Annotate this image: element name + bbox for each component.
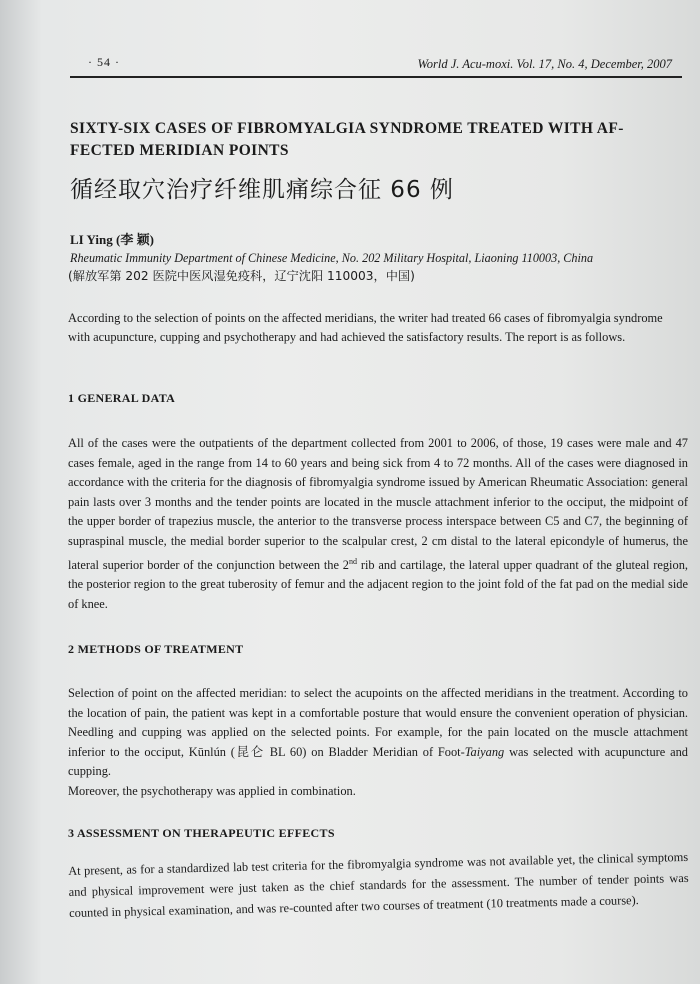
section-paragraph-general-data bbox=[68, 434, 688, 614]
section-heading-assessment: 3 ASSESSMENT ON THERAPEUTIC EFFECTS bbox=[68, 826, 335, 840]
section-heading-general-data: 1 GENERAL DATA bbox=[68, 391, 176, 405]
page-number: · 54 · bbox=[88, 55, 120, 69]
header-rule bbox=[70, 76, 682, 78]
paragraph-text: All of the cases were the outpatients of the department collected from 2001 to 2006, of those, 19 cases were male and 47 cases female, aged in the range from 14 to 60 years and being sick from 4 to 72 months. All of the cases were diagnosed in accordance with the criteria for the diagnosis of fibromyalgia syndrome issued by American Rheumatic Association: general pain lasts over 3 months and the tender points are located in the muscle attachment inferior to the occiput, the midpoint of the upper border of trapezius muscle, the anterior to the transverse process interspace between C5 and C7, the beginning of supraspinal muscle, the medial border superior to the scalpular crest, 2 cm distal to the lateral epicondyle of humerus, the lateral superior border of the conjunction between the 2 bbox=[68, 436, 688, 572]
meridian-name: Taiyang bbox=[464, 744, 505, 759]
section-heading-methods: 2 METHODS OF TREATMENT bbox=[68, 642, 244, 656]
section-paragraph-methods bbox=[68, 684, 688, 802]
author-affiliation: Rheumatic Immunity Department of Chinese Medicine, No. 202 Military Hospital, Liaoning 110003, China bbox=[70, 251, 594, 265]
paragraph-text: rib and cartilage, the lateral upper quadrant of the gluteal region, the posterior region to the great tuberosity of femur and the adjacent region to the joint fold of the fat pad on the medial side of knee. bbox=[68, 557, 688, 611]
ordinal-superscript: nd bbox=[349, 556, 358, 566]
paragraph-text: Selection of point on the affected meridian: to select the acupoints on the affected meridians in the treatment. According to the location of pain, the patient was kept in a comfortable posture that would ensure the convenient operation of physician. Needling and cupping was applied on the selected points. For example, for the pain located on the muscle attachment inferior to the occiput, Kūnlún (昆仑 BL 60) on Bladder Meridian of Foot- bbox=[68, 686, 688, 759]
author-name: LI Ying (李 颖) bbox=[70, 232, 154, 247]
paragraph-text: Moreover, the psychotherapy was applied in combination. bbox=[68, 783, 356, 798]
article-title-chinese: 循经取穴治疗纤维肌痛综合征 66 例 bbox=[70, 177, 454, 203]
abstract: According to the selection of points on the affected meridians, the writer had treated 66 cases of fibromyalgia syndrome with acupuncture, cupping and psychotherapy and had achieved the satisfactory results. The report is as follows. bbox=[68, 311, 663, 344]
author-affiliation-chinese: (解放军第 202 医院中医风湿免疫科，辽宁沈阳 110003，中国) bbox=[68, 269, 415, 283]
journal-citation: World J. Acu-moxi. Vol. 17, No. 4, December, 2007 bbox=[417, 57, 672, 71]
paragraph-text: was selected with acupuncture and cupping. bbox=[68, 744, 689, 779]
article-title: SIXTY-SIX CASES OF FIBROMYALGIA SYNDROME TREATED WITH AF-FECTED MERIDIAN POINTS bbox=[70, 120, 624, 159]
section-paragraph-assessment: At present, as for a standardized lab test criteria for the fibromyalgia syndrome was not available yet, the clinical symptoms and physical improvement were just taken as the chief standards for the assessment. The number of tender points was counted in physical examination, and was re-counted after two courses of treatment (10 treatments made a course). bbox=[68, 849, 689, 920]
